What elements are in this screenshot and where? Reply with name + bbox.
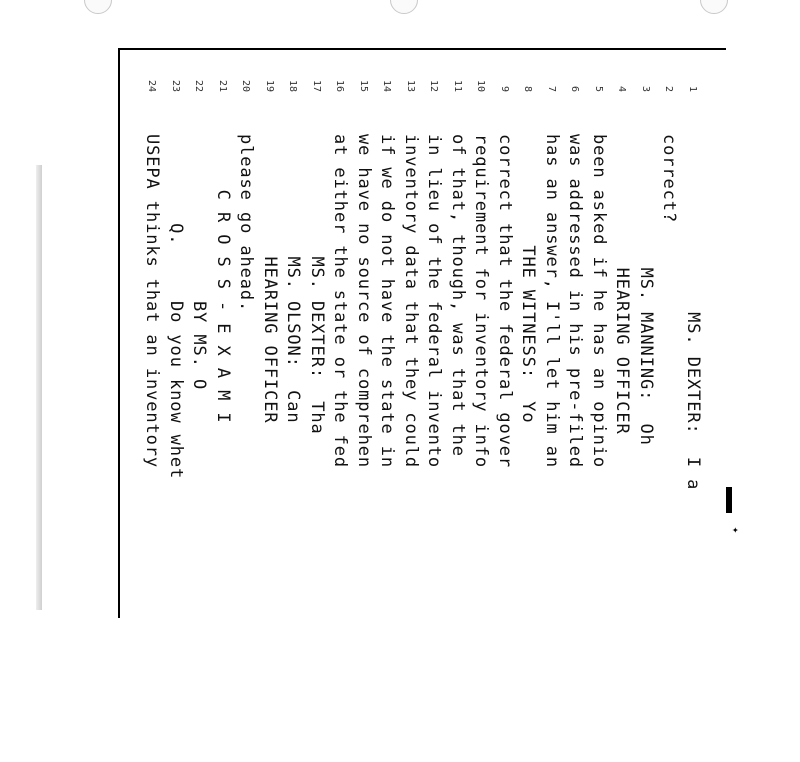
transcript-line (258, 62, 282, 762)
line-text: has an answer, I'll let him an (542, 134, 562, 469)
line-text: THE WITNESS: Yo (518, 134, 539, 424)
line-text: requirement for inventory info (471, 134, 492, 469)
line-number: 11 (452, 79, 463, 92)
transcript-line (634, 62, 658, 762)
line-text: of that, though, was that the (448, 134, 468, 457)
line-text: USEPA thinks that an inventory (142, 134, 163, 469)
transcript-line (681, 62, 705, 762)
line-number: 21 (217, 79, 228, 92)
line-text: BY MS. O (189, 134, 210, 391)
line-text: was addressed in his pre-filed (565, 134, 586, 469)
transcript-line (164, 62, 188, 762)
line-text: MS. MANNING: Oh (636, 134, 656, 446)
transcript-line (187, 62, 211, 762)
line-number: 13 (405, 79, 416, 92)
hole-punch-2 (390, 0, 418, 14)
line-text: correct that the federal gover (495, 134, 515, 469)
line-text: please go ahead. (236, 134, 257, 313)
line-number: 15 (358, 79, 369, 92)
line-number: 20 (240, 79, 252, 92)
margin-mark (726, 487, 732, 513)
transcript-line (375, 62, 399, 762)
line-text: inventory data that they could (401, 134, 421, 469)
line-number: 18 (287, 79, 299, 92)
transcript-line (140, 62, 164, 762)
page-border-top (118, 48, 726, 50)
transcript-line (328, 62, 352, 762)
line-number: 7 (546, 85, 557, 92)
line-number: 19 (264, 79, 275, 92)
line-number: 8 (522, 85, 534, 92)
transcript-line (493, 62, 517, 762)
line-text: Q. Do you know whet (166, 134, 186, 480)
transcript-line (211, 62, 235, 762)
line-text: correct? (659, 134, 680, 224)
line-number: 12 (428, 79, 440, 92)
scan-edge-shadow (36, 165, 42, 610)
transcript-line (610, 62, 634, 762)
transcript-line (234, 62, 258, 762)
transcript-line (563, 62, 587, 762)
line-number: 23 (170, 79, 181, 92)
line-text: MS. DEXTER: Tha (307, 134, 327, 435)
transcript-line (540, 62, 564, 762)
transcript-line (446, 62, 470, 762)
line-number: 10 (475, 79, 487, 92)
line-text: C R O S S - E X A M I (213, 134, 233, 424)
transcript-line (399, 62, 423, 762)
transcript-line (305, 62, 329, 762)
transcript-line (422, 62, 446, 762)
line-number: 22 (193, 79, 205, 92)
line-number: 17 (311, 79, 322, 92)
line-text: in lieu of the federal invento (424, 134, 445, 469)
line-number: 14 (381, 79, 393, 92)
transcript-line (352, 62, 376, 762)
line-number: 1 (687, 85, 698, 92)
hole-punch-3 (700, 0, 728, 14)
transcript-line (657, 62, 681, 762)
page-border-left (118, 48, 120, 618)
line-number: 4 (616, 85, 628, 92)
line-text: if we do not have the state in (377, 134, 398, 469)
line-text: MS. DEXTER: I a (683, 134, 703, 491)
transcript-line (469, 62, 493, 762)
line-number: 16 (334, 79, 346, 92)
line-number: 3 (640, 85, 651, 92)
line-number: 24 (146, 79, 158, 92)
line-number: 5 (593, 85, 604, 92)
transcript-line (281, 62, 305, 762)
transcript-line (587, 62, 611, 762)
line-text: at either the state or the fed (330, 134, 351, 469)
line-number: 6 (569, 85, 581, 92)
line-text: HEARING OFFICER (260, 134, 280, 424)
margin-tick-icon: ✦ (732, 523, 739, 536)
line-text: HEARING OFFICER (612, 134, 633, 435)
line-text: we have no source of comprehen (354, 134, 374, 469)
line-text: MS. OLSON: Can (283, 134, 304, 424)
hole-punch-1 (84, 0, 112, 14)
line-number: 2 (663, 85, 675, 92)
line-text: been asked if he has an opinio (589, 134, 609, 469)
line-number: 9 (499, 85, 510, 92)
transcript-line (516, 62, 540, 762)
